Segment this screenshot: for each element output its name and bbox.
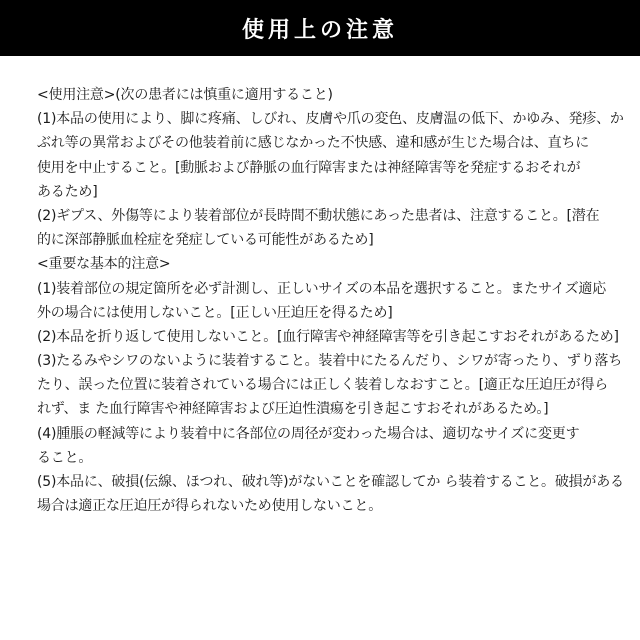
text-line: (2)ギプス、外傷等により装着部位が長時間不動状態にあった患者は、注意すること。[潜在	[37, 207, 600, 224]
text-line: (2)本品を折り返して使用しないこと。[血行障害や神経障害等を引き起こすおそれがあるため]	[37, 328, 619, 345]
text-line: (3)たるみやシワのないように装着すること。装着中にたるんだり、シワが寄ったり、ずり落ち	[37, 353, 623, 370]
page-title: 使用上の注意	[241, 17, 398, 43]
text-line: (5)本品に、破損(伝線、ほつれ、破れ等)がないことを確認してか ら装着すること。破損がある	[37, 474, 624, 490]
text-line: ぶれ等の異常およびその他装着前に感じなかった不快感、違和感が生じた場合は、直ちに	[37, 135, 589, 152]
title-banner	[0, 0, 640, 56]
text-line: (1)本品の使用により、脚に疼痛、しびれ、皮膚や爪の変色、皮膚温の低下、かゆみ、発疹、か	[37, 111, 624, 128]
text-line: <使用注意>(次の患者には慎重に適用すること)	[37, 87, 333, 103]
text-line: 場合は適正な圧迫圧が得られないため使用しないこと。	[37, 498, 382, 515]
precautions-text	[37, 83, 624, 518]
text-line: 外の場合には使用しないこと。[正しい圧迫圧を得るため]	[37, 304, 393, 321]
text-line: れず、ま た血行障害や神経障害および圧迫性潰瘍を引き起こすおそれがあるため。]	[37, 401, 549, 418]
text-line: たり、誤った位置に装着されている場合には正しく装着しなおすこと。[適正な圧迫圧が得ら	[37, 377, 609, 394]
text-line: (4)腫脹の軽減等により装着中に各部位の周径が変わった場合は、適切なサイズに変更す	[37, 425, 580, 442]
text-line: あるため]	[37, 183, 98, 200]
text-line: ること。	[37, 449, 93, 466]
text-line: 的に深部静脈血栓症を発症している可能性があるため]	[37, 232, 374, 249]
text-line: (1)装着部位の規定箇所を必ず計測し、正しいサイズの本品を選択すること。またサイズ適応	[37, 280, 606, 297]
text-line: <重要な基本的注意>	[37, 256, 171, 273]
text-line: 使用を中止すること。[動脈および静脈の血行障害または神経障害等を発症するおそれが	[37, 159, 581, 176]
